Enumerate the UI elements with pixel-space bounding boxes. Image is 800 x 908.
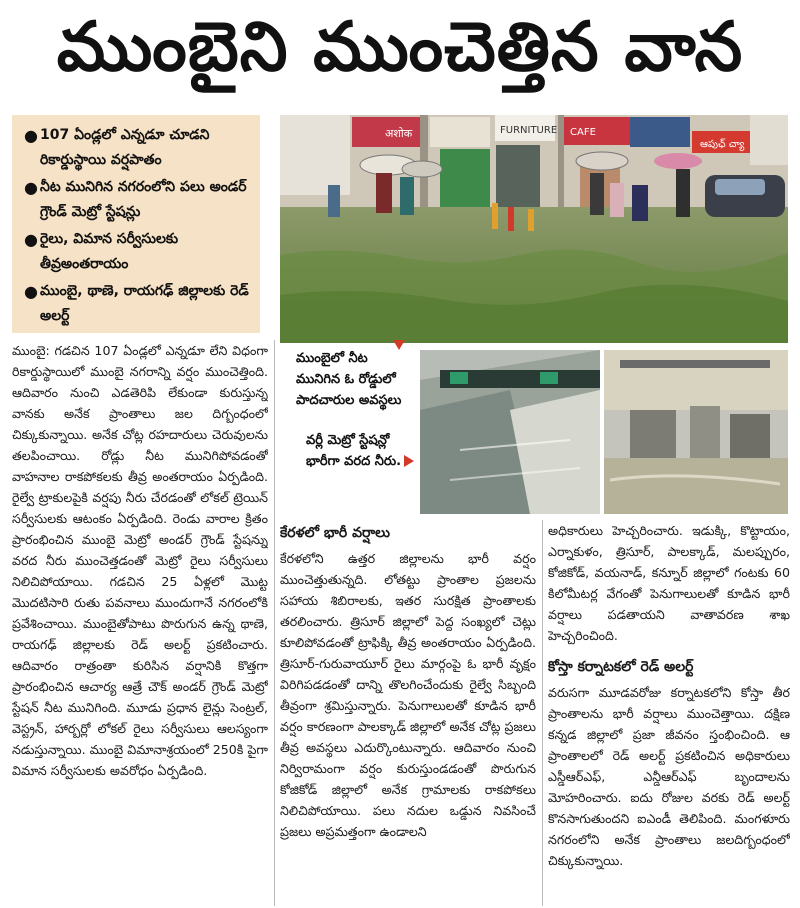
highlight-item xyxy=(22,123,252,173)
article-column-2 xyxy=(280,520,536,906)
photo-caption-metro: వర్లీ మెట్రో స్టేషన్లో భారీగా వరద నీరు. xyxy=(306,430,418,472)
article-paragraph: అధికారులు హెచ్చరించారు. ఇడుక్కి, కొట్టాయం, ఎర్నాకుళం, త్రిసూర్, పాలక్కాడ్, మలప్పురం, కోజికోడ్, వయనాడ్, కన్నూర్ జిల్లాలో గంటకు 60 కిలోమీటర్ల వేగంతో పెనుగాలులతో కూడిన భారీ వర్షాలు పడతాయని వాతావరణ శాఖ హెచ్చరించింది. xyxy=(548,523,790,643)
article-paragraph: ముంబై: గడచిన 107 ఏండ్లలో ఎన్నడూ లేని విధంగా రికార్డుస్థాయిలో ముంబై నగరాన్ని వర్షం ముంచెత్తింది. ఆదివారం నుంచి ఎడతెరిపి లేకుండా కురుస్తున్న వానకు అనేక ప్రాంతాలు జల దిగ్బంధంలో చిక్కుకున్నాయి. అనేక చోట్ల రహదారులు చెరువులను తలపించాయి. రోడ్లు నీట మునిగిపోవడంతో వాహనాల రాకపోకలకు తీవ్ర అంతరాయం ఏర్పడింది. రైల్వే ట్రాకులపైకి వర్షపు నీరు చేరడంతో లోకల్ ట్రెయిన్ సర్వీసులకు ఆటంకం ఏర్పడింది. రెండు వారాల క్రితం ప్రారంభించిన ముంబై మెట్రో అండర్ గ్రౌండ్ స్టేషన్ను వరద నీరు ముంచెత్తడంతో మెట్రో రైలు సర్వీసులు నిలిచిపోయాయి. గడచిన 25 ఏళ్లలో మొట్ట మొదటిసారి రుతు పవనాలు ముందుగానే నగరంలోకి ప్రవేశించాయి. ముంబైతోపాటు పొరుగున ఉన్న థాణె, రాయగఢ్ జిల్లాలకు రెడ్ అలర్ట్ ప్రకటించారు. ఆదివారం రాత్రంతా కురిసిన వర్షానికి కొత్తగా ప్రారంభించిన ఆచార్య ఆత్రే చౌక్ అండర్ గ్రౌండ్ మెట్రో స్టేషన్ నీట మునిగింది. మూడు ప్రధాన లైన్లు సెంట్రల్, వెస్ట్రన్, హార్బర్లో లోకల్ రైలు సర్వీసులు ఆలస్యంగా నడుస్తున్నాయి. ముంబై విమానాశ్రయంలో 250కి పైగా విమాన సర్వీసులకు అవరోధం ఏర్పడింది. xyxy=(12,343,268,778)
highlight-text: 107 ఏండ్లలో ఎన్నడూ చూడని రికార్డుస్థాయి వర్షపాతం xyxy=(40,127,210,168)
bullet-icon: ● xyxy=(24,230,38,249)
article-column-1 xyxy=(12,340,268,906)
headline: ముంబైని ముంచెత్తిన వాన xyxy=(56,8,744,87)
photo-caption-street: ముంబైలో నీట మునిగిన ఓ రోడ్డులో పాదచారుల అవస్థలు xyxy=(296,348,416,411)
column-divider xyxy=(542,520,543,906)
article-paragraph: కేరళలోని ఉత్తర జిల్లాలను భారీ వర్షం ముంచెత్తుతున్నది. లోతట్టు ప్రాంతాల ప్రజలను సహాయ శిబిరాలకు, ఇతర సురక్షిత ప్రాంతాలకు తరలించారు. త్రిసూర్ జిల్లాలో పెద్ద సంఖ్యలో చెట్లు కూలిపోవడంతో ట్రాఫిక్కి తీవ్ర అంతరాయం ఏర్పడింది. త్రిసూర్-గురువాయూర్ రైలు మార్గంపై ఓ భారీ వృక్షం విరిగిపడడంతో దాన్ని తొలగించేందుకు రైల్వే సిబ్బంది తీవ్రంగా శ్రమిస్తున్నారు. పెనుగాలులతో కూడిన భారీ వర్షం కారణంగా పాలక్కాడ్ జిల్లాలో అనేక చోట్ల ప్రజలు తీవ్ర అవస్థలు ఎదుర్కొంటున్నారు. ఆదివారం నుంచి నిర్విరామంగా వర్షం కురుస్తుండడంతో పొరుగున కోజికోడ్ జిల్లాలో అనేక గ్రామాలకు రాకపోకలు నిలిచిపోయాయి. పలు నదుల ఒడ్డున నివసించే ప్రజలు అప్రమత్తంగా ఉండాలని xyxy=(280,551,536,839)
caption-arrow-icon xyxy=(404,455,414,467)
article-paragraph: వరుసగా మూడవరోజు కర్నాటకలోని కోస్తా తీర ప్రాంతాలను భారీ వర్షాలు ముంచెత్తాయి. దక్షిణ కన్నడ జిల్లాలో ప్రజా జీవనం స్తంభించింది. ఆ ప్రాంతాలలో రెడ్ అలర్ట్ ప్రకటించిన అధికారులు ఎస్డీఆర్ఎఫ్, ఎన్డీఆర్ఎఫ్ బృందాలను మోహరించారు. ఐదు రోజుల వరకు రెడ్ అలర్ట్ కొనసాగుతుందని ఐఎండీ తెలిపింది. మంగళూరు నగరంలోని అనేక ప్రాంతాలు జలదిగ్బంధంలో చిక్కుకున్నాయి. xyxy=(548,685,790,868)
highlight-text: నీట మునిగిన నగరంలోని పలు అండర్ గ్రౌండ్ మెట్రో స్టేషన్లు xyxy=(40,179,247,220)
highlight-item xyxy=(22,227,252,277)
bullet-icon: ● xyxy=(24,282,38,301)
bullet-icon: ● xyxy=(24,178,38,197)
column-divider xyxy=(274,340,275,906)
section-subhead-karnataka: కోస్తా కర్నాటకలో రెడ్ అలర్ట్ xyxy=(548,659,694,675)
highlight-text: ముంబై, థాణె, రాయగఢ్ జిల్లాలకు రెడ్ అలర్ట్ xyxy=(40,283,249,324)
flooded-street-photo xyxy=(280,115,788,343)
highlight-item xyxy=(22,279,252,329)
section-subhead-kerala: కేరళలో భారీ వర్షాలు xyxy=(280,525,390,541)
highlights-list xyxy=(22,123,252,329)
highlight-text: రైలు, విమాన సర్వీసులకు తీవ్రఅంతరాయం xyxy=(40,231,179,272)
bullet-icon: ● xyxy=(24,126,38,145)
highlight-item xyxy=(22,175,252,225)
flooded-metro-photo xyxy=(420,350,788,514)
shop-sign: ఆపుఛ్ చ్యా xyxy=(700,139,745,150)
shop-sign: CAFE xyxy=(570,127,596,138)
shop-sign: FURNITURE xyxy=(500,125,558,136)
article-column-3 xyxy=(548,520,790,906)
caption-arrow-icon xyxy=(393,340,405,350)
shop-sign: अशोक xyxy=(385,127,413,140)
highlights-box xyxy=(12,115,260,333)
